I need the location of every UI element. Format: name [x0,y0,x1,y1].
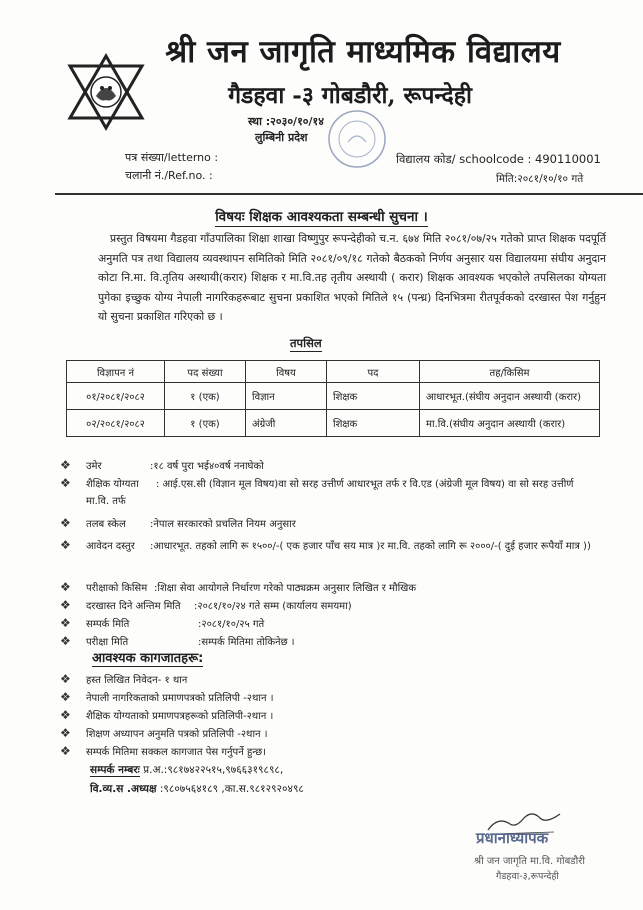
vacancy-table [66,360,600,437]
letter-number-label: पत्र संख्या/letterno : [125,151,219,164]
table-cell: शिक्षक [327,410,420,437]
item-label: शैक्षिक योग्यता [86,479,139,490]
document-item: हस्त लिखित निवेदन- १ थान [86,675,188,686]
table-cell: विज्ञान [246,383,327,410]
item-value: :१८ वर्ष पुरा भई४०वर्ष ननाघेको [150,461,264,472]
table-cell: शिक्षक [327,383,420,410]
subject-text: शिक्षक आवश्यकता सम्बन्धी सुचना । [249,209,428,225]
item-label: परीक्षा मिति [86,637,129,648]
document-item: शिक्षण अध्यापन अनुमति पत्रको प्रतिलिपी -२थान । [86,729,268,740]
signatory-school: श्री जन जागृति मा.वि. गोबडौरी [474,856,585,867]
bullet-diamond-icon: ❖ [60,744,71,758]
bullet-diamond-icon: ❖ [60,634,71,648]
school-address: गैडहवा -३ गोबडौरी, रूपन्देही [228,82,472,109]
contact-value: प्र.अ.:९८१७४२२५१५,९७६६३१९८९८, [143,764,284,776]
item-value: :सम्पर्क मितिमा तोकिनेछ । [198,637,295,648]
letter-date: मिति:२०८१/१०/१० गते [496,173,584,185]
school-emblem-icon [66,52,146,132]
document-item: नेपाली नागरिकताको प्रमाणपत्रको प्रतिलिपी -२थान । [86,693,274,704]
bullet-diamond-icon: ❖ [60,516,71,530]
item-label: दरखास्त दिने अन्तिम मिति [86,601,181,612]
bullet-diamond-icon: ❖ [60,672,71,686]
bullet-diamond-icon: ❖ [60,690,71,704]
item-label: आवेदन दस्तुर [86,541,135,552]
bullet-diamond-icon: ❖ [60,616,71,630]
bullet-diamond-icon: ❖ [60,726,71,740]
item-label: सम्पर्क मिति [86,619,130,630]
table-row [67,383,600,410]
bullet-diamond-icon: ❖ [60,476,71,490]
bullet-diamond-icon: ❖ [60,598,71,612]
reference-number-label: चलानी नं./Ref.no. : [125,169,213,182]
table-cell: मा.वि.(संघीय अनुदान अस्थायी (करार) [420,410,600,437]
signatory-title: प्रधानाध्यापक [476,829,549,847]
stamp-icon [326,108,388,170]
table-cell: १ (एक) [165,410,246,437]
contact-label: सम्पर्क नम्बरः [90,764,140,776]
document-item: सम्पर्क मितिमा सक्कल कागजात पेस गर्नुपर्ने हुन्छ। [86,747,266,758]
established-date: स्था :२०३०/१०/१४ [248,115,324,128]
table-cell: ०२/२०८१/२०८२ [67,410,165,437]
subject-prefix: विषयः [215,209,245,225]
column-header: पद संख्या [165,361,246,383]
chairperson-line [90,782,304,796]
item-value: :२०८१/१०/२४ गते सम्म (कार्यालय समयमा) [194,601,352,612]
item-label: उमेर [86,461,102,472]
table-cell: १ (एक) [165,383,246,410]
documents-heading: आवश्यक कागजातहरू: [92,648,203,667]
notice-body: प्रस्तुत विषयमा गैडहवा गाँउपालिका शिक्षा शाखा विष्णुपुर रूपन्देहीको च.न. ६७४ मिति २०८१/०७/२५ गतेको प्राप्त शिक्षक पदपूर्ति अनुमति पत्र तथा विद्यालय व्यवस्थापन समितिको मिति २०८१/०९/१८ गतेको बैठकको निर्णय अनुसार यस विद्यालयमा संघीय अनुदान कोटा नि.मा. वि.तृतिय अस्थायी(करार) शिक्षक र मा.वि.तह तृतीय अस्थायी ( करार) शिक्षक आवश्यक भएकोले तपसिलका योग्यता पुगेका इच्छुक योग्य नेपाली नागरिकहरूबाट सुचना प्रकाशित भएको मितिले १५ (पन्ध्र) दिनभित्रमा रीतपूर्वकको दरखास्त पेश गर्नुहुन यो सुचना प्रकाशित गरिएको छ । [98,232,606,324]
table-cell: अंग्रेजी [246,410,327,437]
document-item: शैक्षिक योग्यताको प्रमाणपत्रहरूको प्रतिलिपी-२थान । [86,711,274,722]
column-header: तह/किसिम [420,361,600,383]
bullet-diamond-icon: ❖ [60,538,71,552]
signatory-place: गैडहवा-३,रूपन्देही [496,871,559,882]
chairperson-value: :९८०७५६४१८९ ,का.स.९८१२९२०४९८ [159,783,304,795]
table-header-row [67,361,600,383]
table-cell: आधारभूत.(संघीय अनुदान अस्थायी (करार) [420,383,600,410]
notice-subject [0,207,643,225]
bullet-diamond-icon: ❖ [60,708,71,722]
item-label: तलब स्केल [86,519,126,530]
item-label: परीक्षाको किसिम [86,583,148,594]
item-value: :आधारभूत. तहको लागि रू १५००/-( एक हजार पाँच सय मात्र )र मा.वि. तहको लागि रू २०००/-( दुई हजार रूपैयाँ मात्र )) [150,541,591,552]
item-value: : आई.एस.सी (विज्ञान मूल विषय)वा सो सरह उत्तीर्ण आधारभूत तर्फ र वि.एड (अंग्रेजी मूल विषय) वा सो सरह उत्तीर्ण मा.वि. तर्फ [86,479,574,507]
item-value: :शिक्षा सेवा आयोगले निर्धारण गरेको पाठ्यक्रम अनुसार लिखित र मौखिक [154,583,417,594]
school-name: श्री जन जागृति माध्यमिक विद्यालय [165,34,561,70]
column-header: विषय [246,361,327,383]
table-cell: ०१/२०८१/२०८२ [67,383,165,410]
item-value: :२०८१/१०/२५ गते [198,619,265,630]
column-header: विज्ञापन नं [67,361,165,383]
bullet-diamond-icon: ❖ [60,580,71,594]
bullet-diamond-icon: ❖ [60,458,71,472]
chairperson-label: वि.व्य.स .अध्यक्ष [90,783,157,795]
table-row [67,410,600,437]
header-divider [55,193,643,195]
column-header: पद [327,361,420,383]
province: लुम्बिनी प्रदेश [255,131,308,144]
item-value: :नेपाल सरकारको प्रचलित नियम अनुसार [150,519,296,530]
contact-line [90,763,283,777]
details-heading: तपसिल [290,336,322,350]
school-code: विद्यालय कोड/ schoolcode : 490110001 [396,152,601,166]
